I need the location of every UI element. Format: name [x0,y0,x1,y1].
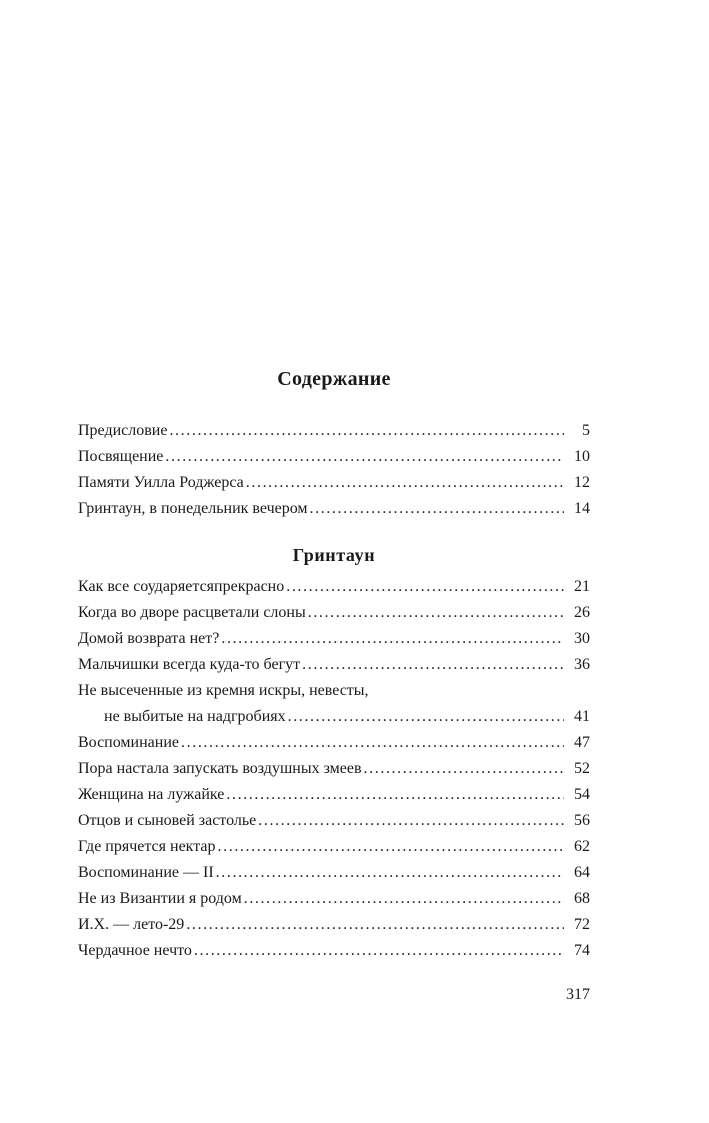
entry-label: не выбитые на надгробиях [104,708,286,725]
toc-entry [78,600,590,626]
entry-label: Отцов и сыновей застолье [78,812,257,829]
entry-label: Предисловие [78,422,168,439]
dot-leader [258,808,564,834]
entry-label: Памяти Уилла Роджерса [78,474,244,491]
dot-leader [364,756,564,782]
section-entries-list [78,574,590,964]
entry-label: Где прячется нектар [78,838,216,855]
page-number: 56 [574,812,590,829]
entry-label: Как все соударяетсяпрекрасно [78,578,285,595]
toc-entry [78,808,590,834]
page-number: 10 [574,448,590,465]
entry-label: Не из Византии я родом [78,890,242,907]
toc-entry [78,912,590,938]
entry-label-line1: Не высеченные из кремня искры, невесты, [78,682,369,699]
entry-label: Женщина на лужайке [78,786,225,803]
toc-entry [78,626,590,652]
page-number: 68 [574,890,590,907]
page-number: 54 [574,786,590,803]
dot-leader [221,626,564,652]
page-number: 72 [574,916,590,933]
toc-entry [78,886,590,912]
dot-leader [181,730,564,756]
entry-label: Пора настала запускать воздушных змеев [78,760,362,777]
entry-label: Когда во дворе расцветали слоны [78,604,306,621]
toc-entry-two-line [78,678,590,730]
page-number: 12 [574,474,590,491]
dot-leader [288,704,564,730]
page-number: 5 [582,422,590,439]
toc-entry [78,470,590,496]
toc-entry [78,652,590,678]
page-number: 26 [574,604,590,621]
page-number: 36 [574,656,590,673]
toc-entry [78,860,590,886]
entry-label: Гринтаун, в понедельник вечером [78,500,308,517]
dot-leader [216,860,564,886]
page-number: 64 [574,864,590,881]
section-title: Гринтаун [292,545,376,565]
dot-leader [186,912,564,938]
entry-label: Воспоминание [78,734,180,751]
front-matter-list [78,418,590,522]
dot-leader [244,886,564,912]
dot-leader [165,444,564,470]
toc-entry [78,418,590,444]
dot-leader [302,652,564,678]
toc-entry [78,730,590,756]
toc-entry [78,782,590,808]
toc-title: Содержание [277,368,391,390]
page-number: 47 [574,734,590,751]
dot-leader [246,470,564,496]
dot-leader [310,496,564,522]
entry-label: И.Х. — лето-29 [78,916,185,933]
page-number: 52 [574,760,590,777]
entry-label: Чердачное нечто [78,942,192,959]
page-number: 14 [574,500,590,517]
dot-leader [169,418,564,444]
toc-entry [78,496,590,522]
toc-entry [78,574,590,600]
page-number: 30 [574,630,590,647]
page-number: 62 [574,838,590,855]
entry-label: Воспоминание — II [78,864,214,881]
dot-leader [218,834,564,860]
page-number: 21 [574,578,590,595]
page-folio: 317 [566,986,590,1003]
toc-entry [78,938,590,964]
toc-entry [78,756,590,782]
entry-label: Мальчишки всегда куда-то бегут [78,656,301,673]
toc-entry [78,834,590,860]
dot-leader [308,600,564,626]
toc-entry [78,444,590,470]
page-number: 74 [574,942,590,959]
dot-leader [194,938,564,964]
page-number: 41 [574,708,590,725]
dot-leader [286,574,564,600]
entry-label: Домой возврата нет? [78,630,220,647]
entry-label: Посвящение [78,448,164,465]
dot-leader [226,782,564,808]
